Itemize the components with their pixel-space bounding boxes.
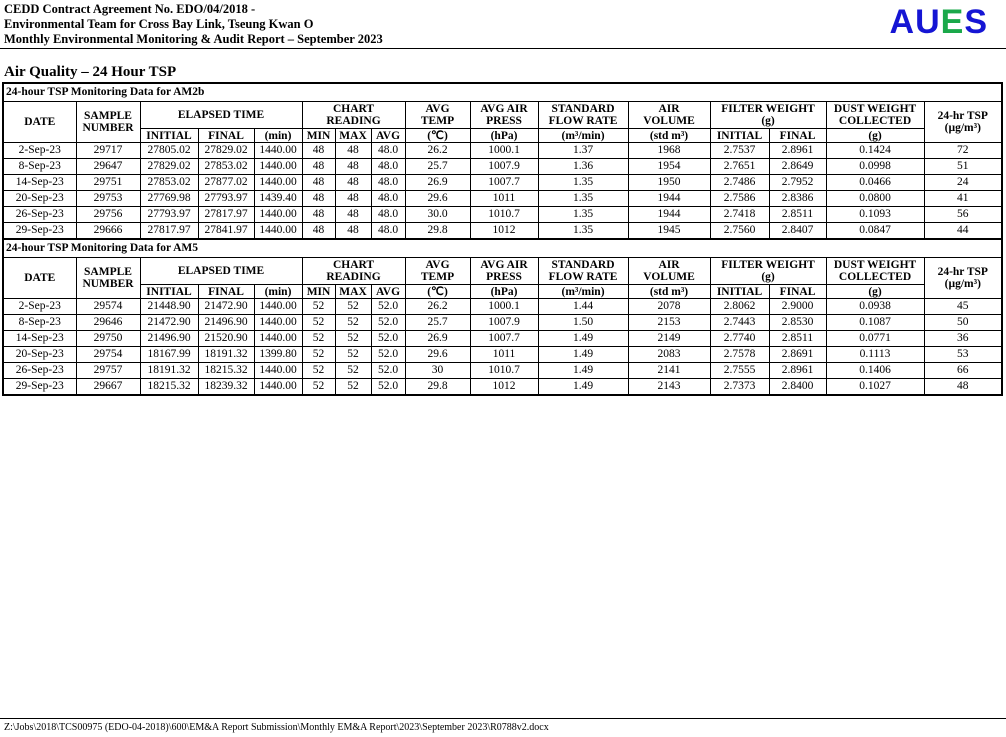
col-filter-initial: INITIAL [710,285,769,299]
table-cell: 66 [924,363,1001,379]
col-sample-number: SAMPLE NUMBER [76,102,140,143]
table-cell: 18215.32 [198,363,254,379]
table-cell: 1.49 [538,363,628,379]
table-cell: 52 [335,315,371,331]
table-cell: 2143 [628,379,710,395]
table-cell: 1440.00 [254,223,302,239]
col-final: FINAL [198,285,254,299]
table-cell: 2.7651 [710,159,769,175]
table-cell: 21520.90 [198,331,254,347]
table-cell: 29717 [76,143,140,159]
tsp-table-am5 [4,258,1001,394]
table-cell: 2.8961 [769,143,826,159]
table-cell: 25.7 [405,315,470,331]
col-min-unit: (min) [254,129,302,143]
table-cell: 27841.97 [198,223,254,239]
col-filter-weight: FILTER WEIGHT (g) [710,102,826,129]
table-cell: 1000.1 [470,143,538,159]
table-cell: 1.50 [538,315,628,331]
table-cell: 48.0 [371,143,405,159]
table-cell: 48 [924,379,1001,395]
col-filter-weight: FILTER WEIGHT (g) [710,258,826,285]
table-row [4,363,1001,379]
table-cell: 0.1027 [826,379,924,395]
table-cell: 1010.7 [470,207,538,223]
table-cell: 14-Sep-23 [4,331,76,347]
table-row [4,175,1001,191]
table-cell: 1011 [470,191,538,207]
col-flow-rate: STANDARD FLOW RATE [538,102,628,129]
table-cell: 27769.98 [140,191,198,207]
table-cell: 26-Sep-23 [4,363,76,379]
table-cell: 2.7740 [710,331,769,347]
table-cell: 1950 [628,175,710,191]
table-cell: 52.0 [371,363,405,379]
table-cell: 29.6 [405,347,470,363]
col-temp-unit: (℃) [405,285,470,299]
col-dust-weight: DUST WEIGHT COLLECTED [826,258,924,285]
col-max: MAX [335,129,371,143]
table-caption-am2b: 24-hour TSP Monitoring Data for AM2b [4,84,1001,102]
table-cell: 26.9 [405,175,470,191]
table-cell: 20-Sep-23 [4,191,76,207]
table-cell: 29750 [76,331,140,347]
table-cell: 26.9 [405,331,470,347]
file-path-footer: Z:\Jobs\2018\TCS00975 (EDO-04-2018)\600\EM&A Report Submission\Monthly EM&A Report\2023\September 2023\R0788v2.docx [4,722,549,733]
col-date: DATE [4,102,76,143]
table-cell: 0.1406 [826,363,924,379]
table-cell: 1968 [628,143,710,159]
table-cell: 1945 [628,223,710,239]
table-cell: 27793.97 [198,191,254,207]
table-cell: 1440.00 [254,175,302,191]
col-filter-final: FINAL [769,285,826,299]
table-cell: 24 [924,175,1001,191]
table-cell: 27853.02 [198,159,254,175]
table-cell: 21496.90 [140,331,198,347]
report-header [4,2,1002,48]
col-filter-initial: INITIAL [710,129,769,143]
table-cell: 1011 [470,347,538,363]
table-cell: 1012 [470,223,538,239]
table-cell: 2.7537 [710,143,769,159]
table-cell: 1944 [628,191,710,207]
table-cell: 52.0 [371,331,405,347]
report-title-line: Monthly Environmental Monitoring & Audit Report – September 2023 [4,32,383,46]
table-cell: 52 [335,299,371,315]
table-cell: 48 [302,175,335,191]
table-cell: 1440.00 [254,143,302,159]
table-cell: 29667 [76,379,140,395]
table-cell: 2153 [628,315,710,331]
table-cell: 52 [302,315,335,331]
table-cell: 27829.02 [198,143,254,159]
table-cell: 1440.00 [254,363,302,379]
table-row [4,207,1001,223]
tsp-tables [2,82,1003,396]
col-press-unit: (hPa) [470,285,538,299]
table-cell: 1007.7 [470,175,538,191]
table-cell: 21496.90 [198,315,254,331]
table-cell: 2.9000 [769,299,826,315]
contract-line: CEDD Contract Agreement No. EDO/04/2018 - [4,2,256,16]
table-cell: 18191.32 [140,363,198,379]
table-cell: 0.1424 [826,143,924,159]
table-cell: 52.0 [371,299,405,315]
table-cell: 72 [924,143,1001,159]
col-final: FINAL [198,129,254,143]
col-initial: INITIAL [140,285,198,299]
table-cell: 2078 [628,299,710,315]
table-caption-am5: 24-hour TSP Monitoring Data for AM5 [4,238,1001,258]
table-cell: 29-Sep-23 [4,379,76,395]
table-row [4,331,1001,347]
table-cell: 2.8649 [769,159,826,175]
table-cell: 52.0 [371,347,405,363]
col-min: MIN [302,129,335,143]
table-cell: 0.0800 [826,191,924,207]
table-cell: 29666 [76,223,140,239]
table-cell: 48 [302,191,335,207]
col-dust-weight: DUST WEIGHT COLLECTED [826,102,924,129]
table-cell: 2-Sep-23 [4,143,76,159]
col-tsp: 24-hr TSP (µg/m³) [924,258,1001,299]
table-cell: 56 [924,207,1001,223]
table-cell: 29647 [76,159,140,175]
table-cell: 1440.00 [254,299,302,315]
table-cell: 1.35 [538,223,628,239]
table-cell: 29751 [76,175,140,191]
table-cell: 41 [924,191,1001,207]
col-min-unit: (min) [254,285,302,299]
header-text [4,2,1002,47]
table-cell: 29756 [76,207,140,223]
table-cell: 18215.32 [140,379,198,395]
table-cell: 21472.90 [198,299,254,315]
table-cell: 2.7373 [710,379,769,395]
table-cell: 1.36 [538,159,628,175]
table-cell: 0.0466 [826,175,924,191]
table-cell: 1440.00 [254,159,302,175]
table-cell: 2.8400 [769,379,826,395]
table-cell: 50 [924,315,1001,331]
col-avg-press: AVG AIR PRESS [470,102,538,129]
table-cell: 0.0847 [826,223,924,239]
table-cell: 29.6 [405,191,470,207]
table-cell: 2.8961 [769,363,826,379]
table-cell: 0.1113 [826,347,924,363]
table-cell: 1944 [628,207,710,223]
table-cell: 2.7443 [710,315,769,331]
table-cell: 8-Sep-23 [4,159,76,175]
table-cell: 8-Sep-23 [4,315,76,331]
table-cell: 52 [302,331,335,347]
table-cell: 27829.02 [140,159,198,175]
table-body [4,299,1001,395]
col-elapsed-time: ELAPSED TIME [140,102,302,129]
table-cell: 1007.7 [470,331,538,347]
table-cell: 52 [302,347,335,363]
col-min: MIN [302,285,335,299]
footer-divider [0,718,1006,719]
table-cell: 29646 [76,315,140,331]
col-filter-final: FINAL [769,129,826,143]
table-body [4,143,1001,239]
col-air-volume: AIR VOLUME [628,102,710,129]
col-avg-temp: AVG TEMP [405,258,470,285]
table-cell: 27793.97 [140,207,198,223]
table-cell: 48 [302,159,335,175]
table-cell: 1.49 [538,379,628,395]
col-chart-reading: CHART READING [302,258,405,285]
table-cell: 44 [924,223,1001,239]
col-air-volume: AIR VOLUME [628,258,710,285]
table-cell: 48.0 [371,207,405,223]
table-cell: 52 [335,331,371,347]
table-row [4,159,1001,175]
table-cell: 27877.02 [198,175,254,191]
table-cell: 2.8511 [769,331,826,347]
table-cell: 1439.40 [254,191,302,207]
col-date: DATE [4,258,76,299]
col-initial: INITIAL [140,129,198,143]
table-cell: 2.7578 [710,347,769,363]
table-cell: 2083 [628,347,710,363]
table-cell: 1012 [470,379,538,395]
col-avg: AVG [371,129,405,143]
aues-logo: AUES [889,3,988,41]
table-cell: 1007.9 [470,315,538,331]
table-cell: 48.0 [371,159,405,175]
col-vol-unit: (std m³) [628,129,710,143]
table-cell: 52 [335,363,371,379]
table-cell: 1.49 [538,331,628,347]
table-cell: 18167.99 [140,347,198,363]
table-row [4,379,1001,395]
col-temp-unit: (℃) [405,129,470,143]
table-cell: 2.8386 [769,191,826,207]
table-cell: 29757 [76,363,140,379]
table-cell: 26.2 [405,299,470,315]
table-cell: 52 [302,379,335,395]
table-cell: 21472.90 [140,315,198,331]
table-cell: 48 [335,191,371,207]
table-cell: 2.8062 [710,299,769,315]
table-cell: 1440.00 [254,331,302,347]
table-cell: 14-Sep-23 [4,175,76,191]
table-cell: 1954 [628,159,710,175]
col-vol-unit: (std m³) [628,285,710,299]
table-cell: 52 [302,363,335,379]
table-cell: 48.0 [371,175,405,191]
table-cell: 29753 [76,191,140,207]
tsp-table-am2b [4,102,1001,238]
table-cell: 36 [924,331,1001,347]
col-avg: AVG [371,285,405,299]
table-cell: 30 [405,363,470,379]
table-cell: 2141 [628,363,710,379]
table-cell: 48 [302,223,335,239]
table-cell: 0.1093 [826,207,924,223]
table-cell: 1.44 [538,299,628,315]
table-cell: 48 [302,143,335,159]
table-cell: 2.7560 [710,223,769,239]
table-cell: 30.0 [405,207,470,223]
table-cell: 21448.90 [140,299,198,315]
table-row [4,191,1001,207]
col-elapsed-time: ELAPSED TIME [140,258,302,285]
table-cell: 52 [302,299,335,315]
table-cell: 0.0998 [826,159,924,175]
table-cell: 2.7418 [710,207,769,223]
table-cell: 2-Sep-23 [4,299,76,315]
col-chart-reading: CHART READING [302,102,405,129]
table-cell: 1.35 [538,191,628,207]
table-cell: 51 [924,159,1001,175]
table-cell: 2149 [628,331,710,347]
table-row [4,299,1001,315]
col-dust-unit: (g) [826,129,924,143]
table-cell: 2.7486 [710,175,769,191]
table-cell: 26.2 [405,143,470,159]
table-row [4,143,1001,159]
col-flow-rate: STANDARD FLOW RATE [538,258,628,285]
table-row [4,223,1001,239]
col-max: MAX [335,285,371,299]
table-cell: 1440.00 [254,315,302,331]
table-cell: 0.0771 [826,331,924,347]
table-cell: 45 [924,299,1001,315]
table-row [4,315,1001,331]
table-cell: 0.1087 [826,315,924,331]
table-cell: 1.37 [538,143,628,159]
table-cell: 48 [335,207,371,223]
table-cell: 0.0938 [826,299,924,315]
table-cell: 29-Sep-23 [4,223,76,239]
table-cell: 1.49 [538,347,628,363]
col-press-unit: (hPa) [470,129,538,143]
section-title: Air Quality – 24 Hour TSP [4,64,177,80]
table-cell: 29.8 [405,379,470,395]
col-flow-unit: (m³/min) [538,285,628,299]
col-flow-unit: (m³/min) [538,129,628,143]
table-cell: 52.0 [371,379,405,395]
table-cell: 48.0 [371,191,405,207]
table-cell: 18239.32 [198,379,254,395]
table-cell: 1010.7 [470,363,538,379]
header-divider [0,48,1006,49]
table-cell: 18191.32 [198,347,254,363]
table-cell: 48 [335,175,371,191]
table-cell: 29754 [76,347,140,363]
table-cell: 2.7586 [710,191,769,207]
table-cell: 52 [335,379,371,395]
table-cell: 2.8691 [769,347,826,363]
table-cell: 27853.02 [140,175,198,191]
table-cell: 1.35 [538,207,628,223]
table-cell: 52 [335,347,371,363]
col-avg-temp: AVG TEMP [405,102,470,129]
table-cell: 29.8 [405,223,470,239]
table-cell: 27817.97 [140,223,198,239]
table-cell: 27805.02 [140,143,198,159]
col-avg-press: AVG AIR PRESS [470,258,538,285]
table-cell: 1000.1 [470,299,538,315]
table-cell: 27817.97 [198,207,254,223]
table-cell: 52.0 [371,315,405,331]
table-cell: 2.8530 [769,315,826,331]
col-tsp: 24-hr TSP (µg/m³) [924,102,1001,143]
table-cell: 53 [924,347,1001,363]
table-cell: 25.7 [405,159,470,175]
table-cell: 1440.00 [254,207,302,223]
team-line: Environmental Team for Cross Bay Link, Tseung Kwan O [4,17,314,31]
table-cell: 2.8511 [769,207,826,223]
table-cell: 1007.9 [470,159,538,175]
col-dust-unit: (g) [826,285,924,299]
table-cell: 2.7555 [710,363,769,379]
table-cell: 1399.80 [254,347,302,363]
table-cell: 48 [335,143,371,159]
table-cell: 29574 [76,299,140,315]
table-cell: 48.0 [371,223,405,239]
table-cell: 1.35 [538,175,628,191]
table-cell: 2.7952 [769,175,826,191]
table-cell: 1440.00 [254,379,302,395]
table-cell: 48 [335,223,371,239]
table-cell: 26-Sep-23 [4,207,76,223]
table-cell: 2.8407 [769,223,826,239]
table-row [4,347,1001,363]
table-cell: 48 [335,159,371,175]
table-cell: 20-Sep-23 [4,347,76,363]
table-cell: 48 [302,207,335,223]
col-sample-number: SAMPLE NUMBER [76,258,140,299]
